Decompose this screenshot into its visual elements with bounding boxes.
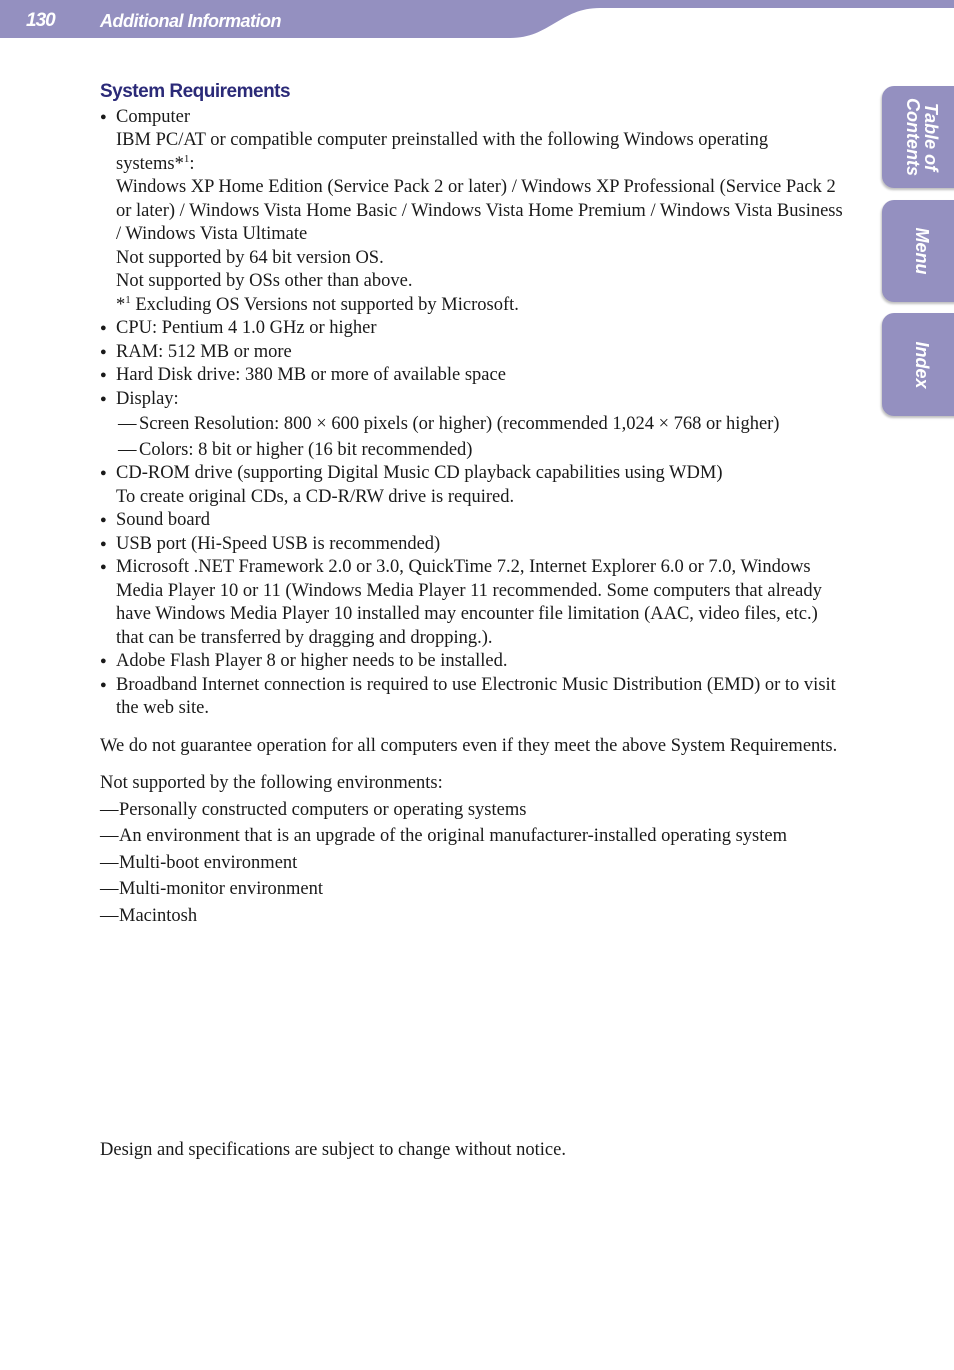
main-content <box>100 80 845 928</box>
list-item-flash: ● Adobe Flash Player 8 or higher needs to be installed. <box>100 650 845 674</box>
not-supported-intro: Not supported by the following environments: <box>100 773 443 793</box>
page-number: 130 <box>26 10 55 31</box>
not-supported-item: — An environment that is an upgrade of the original manufacturer-installed operating system <box>100 825 845 849</box>
tab-menu-label: Menu <box>912 227 932 275</box>
list-item-usb: ● USB port (Hi-Speed USB is recommended) <box>100 533 845 557</box>
not-supported-item: — Personally constructed computers or operating systems <box>100 799 845 823</box>
list-item-framework: ● Microsoft .NET Framework 2.0 or 3.0, QuickTime 7.2, Internet Explorer 6.0 or 7.0, Windows Media Player 10 or 11 (Windows Media Player 11 recommended. Some computers that already have Windows Media Player 10 installed may encounter file limitation (AAC, video files, etc.) that can be transferred by dragging and dropping.). <box>100 556 845 650</box>
not-supported-item: — Multi-monitor environment <box>100 878 845 902</box>
tab-index-label: Index <box>912 340 932 389</box>
list-item-hdd: ● Hard Disk drive: 380 MB or more of available space <box>100 364 845 388</box>
header-section-title: Additional Information <box>100 11 281 31</box>
section-heading: System Requirements <box>100 81 291 102</box>
display-colors: — Colors: 8 bit or higher (16 bit recommended) <box>100 439 845 463</box>
list-item-broadband: ● Broadband Internet connection is required to use Electronic Music Distribution (EMD) or to visit the web site. <box>100 674 845 721</box>
display-resolution: — Screen Resolution: 800 × 600 pixels (or higher) (recommended 1,024 × 768 or higher) <box>100 413 845 437</box>
list-item-ram: ● RAM: 512 MB or more <box>100 341 845 365</box>
tab-menu[interactable] <box>882 200 954 302</box>
not-supported-item: — Multi-boot environment <box>100 852 845 876</box>
list-item-computer: ● Computer IBM PC/AT or compatible computer preinstalled with the following Windows operating systems*$^1$: Windows XP Home Edition (Service Pack 2 or later) / Windows XP Professional (Service Pack 2 or later) / Windows Vista Home Basic / Windows Vista Home Premium / Windows Vista Business / Windows Vista Ultimate Not supported by 64 bit version OS. Not supported by OSs other than above. *$^1$ Excluding OS Versions not supported by Microsoft. <box>100 106 845 318</box>
list-item-sound: ● Sound board <box>100 509 845 533</box>
tab-index[interactable] <box>882 313 954 416</box>
list-item-cdrom: ● CD-ROM drive (supporting Digital Music CD playback capabilities using WDM) To create original CDs, a CD-R/RW drive is required. <box>100 462 845 509</box>
footnote: *$^1$ Excluding OS Versions not supported by Microsoft. <box>116 293 519 315</box>
tab-table-of-contents[interactable] <box>882 86 954 188</box>
list-item-display: ● Display: <box>100 388 845 412</box>
os-list: Windows XP Home Edition (Service Pack 2 or later) / Windows XP Professional (Service Pack 2 or later) / Windows Vista Home Basic / Windows Vista Home Premium / Windows Vista Business / Windows Vista Ultimate <box>116 177 843 244</box>
footer-note: Design and specifications are subject to change without notice. <box>100 1140 566 1160</box>
list-item-cpu: ● CPU: Pentium 4 1.0 GHz or higher <box>100 317 845 341</box>
guarantee-paragraph: We do not guarantee operation for all computers even if they meet the above System Requirements. <box>100 735 838 756</box>
tab-table-of-contents-label: Table of Contents <box>903 98 941 176</box>
not-supported-item: — Macintosh <box>100 905 845 929</box>
